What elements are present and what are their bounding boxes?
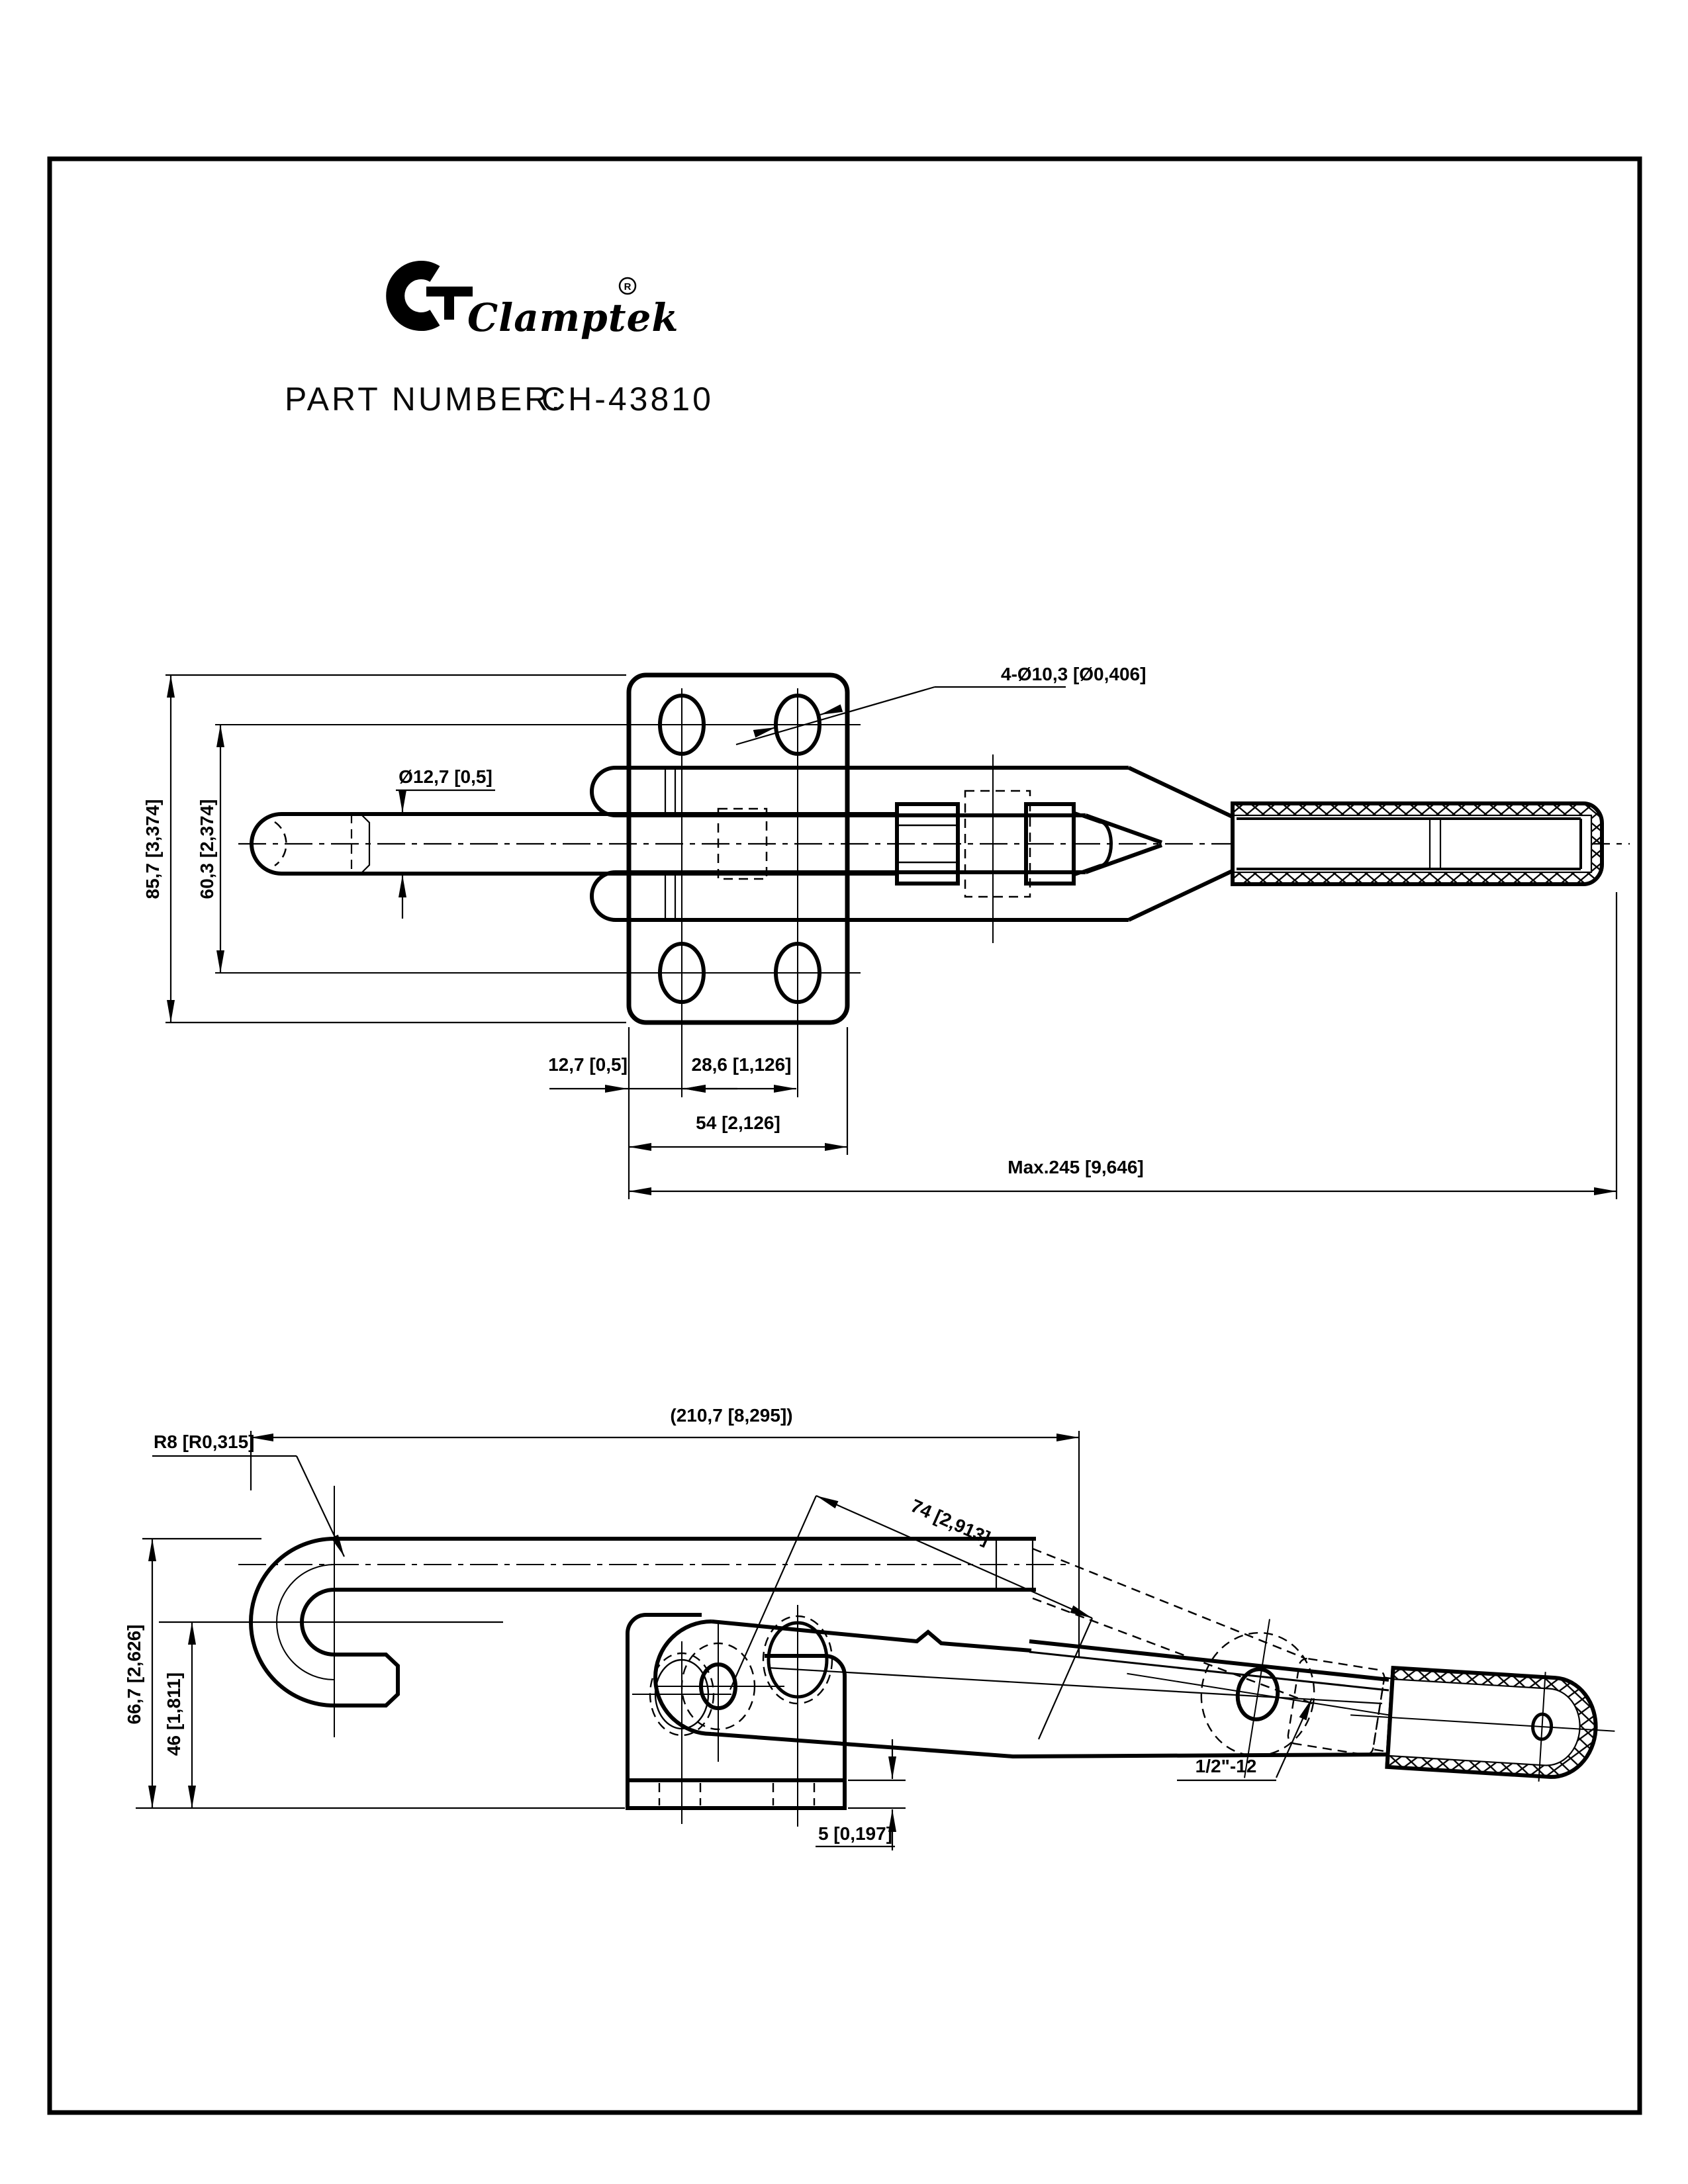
- part-number-value: CH-43810: [541, 381, 714, 418]
- side-view-dimensions: [136, 1431, 1312, 1850]
- dim-lever-length: 74 [2,913]: [908, 1495, 994, 1549]
- adjustment-nuts: [897, 754, 1111, 943]
- dim-hole-callout: 4-Ø10,3 [Ø0,406]: [1001, 664, 1147, 684]
- dim-max-length: Max.245 [9,646]: [1008, 1157, 1144, 1177]
- dim-height-inner: 60,3 [2,374]: [197, 799, 217, 899]
- dim-base-thickness: 5 [0,197]: [818, 1823, 893, 1844]
- top-view: [142, 664, 1630, 1199]
- logo-t-stem: [444, 287, 454, 320]
- dim-side-height-inner: 46 [1,811]: [164, 1672, 184, 1756]
- top-view-dimensions: [165, 675, 1617, 1199]
- dim-plate-width: 54 [2,126]: [696, 1113, 780, 1133]
- mounting-holes: [660, 696, 820, 1002]
- dim-thread-spec: 1/2"-12: [1195, 1756, 1257, 1776]
- brand-wordmark: Clamptek: [467, 295, 679, 340]
- mounting-bracket-side: [628, 1605, 845, 1827]
- dim-hole-spacing: 28,6 [1,126]: [691, 1054, 792, 1075]
- clamptek-logo-icon: [395, 270, 473, 322]
- dim-height-outer: 85,7 [3,374]: [142, 799, 163, 899]
- side-view: [124, 1405, 1618, 1850]
- dim-overall-length: (210,7 [8,295]): [670, 1405, 793, 1426]
- handle-grip-top: [1233, 803, 1602, 884]
- hole-centerlines: [215, 688, 861, 1097]
- dim-rod-diameter: Ø12,7 [0,5]: [399, 766, 492, 787]
- registered-mark-icon: [620, 278, 635, 294]
- dim-edge-offset: 12,7 [0,5]: [548, 1054, 628, 1075]
- dim-side-height-outer: 66,7 [2,626]: [124, 1624, 144, 1725]
- sheet-border: [50, 159, 1640, 2113]
- dim-hook-radius: R8 [R0,315]: [154, 1432, 255, 1452]
- svg-text:R: R: [624, 281, 632, 293]
- part-number-label: PART NUMBER:: [285, 381, 563, 418]
